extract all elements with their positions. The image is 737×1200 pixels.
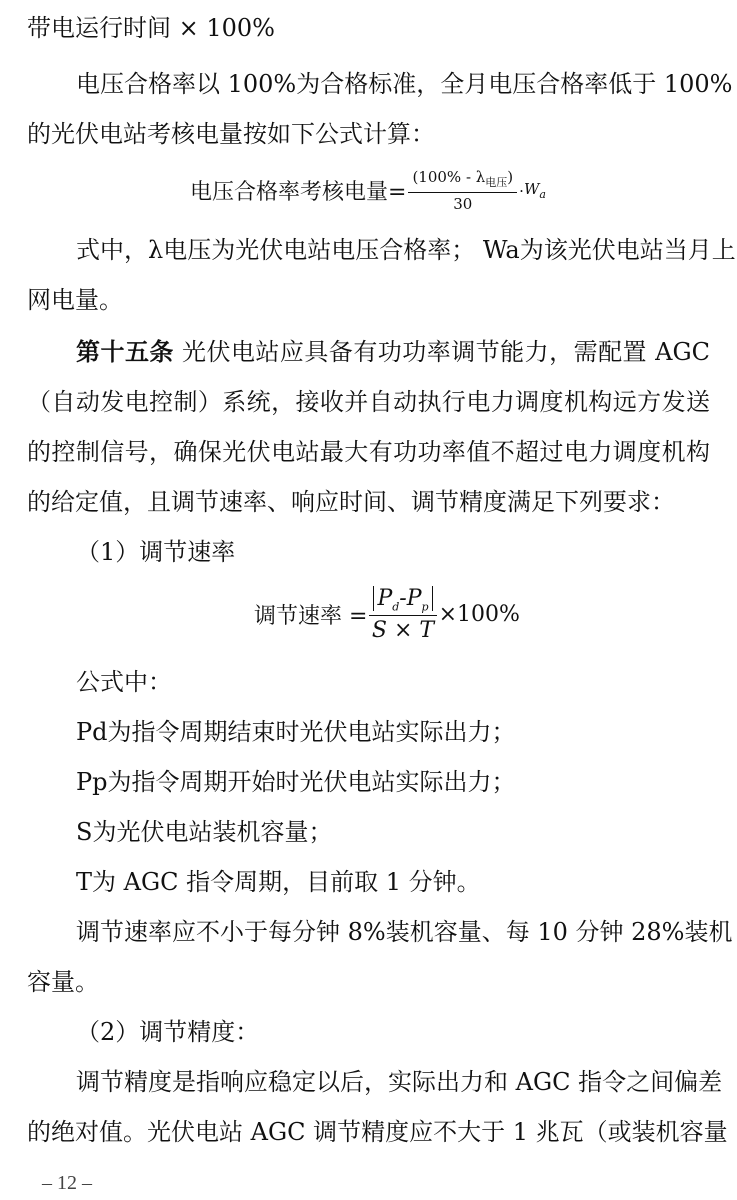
article-number: 第十五条 <box>76 337 174 366</box>
paragraph-line: 的给定值，且调节速率、响应时间、调节精度满足下列要求： <box>27 488 675 516</box>
article-heading-line <box>76 336 710 368</box>
paragraph-line: 公式中： <box>76 668 172 696</box>
paragraph-line: 式中，λ电压为光伏电站电压合格率； Wa为该光伏电站当月上 <box>76 236 736 264</box>
formula-lhs: 调节速率 = <box>254 604 368 630</box>
formula-lhs: 电压合格率考核电量= <box>190 180 407 205</box>
formula-w: $W_a$ <box>523 180 546 201</box>
formula-numerator: $(100\% - \lambda_{电压})$ <box>408 168 517 193</box>
paragraph-line: 网电量。 <box>27 286 123 314</box>
paragraph-line: Pp为指令周期开始时光伏电站实际出力； <box>76 768 516 796</box>
section-heading: （2）调节精度： <box>76 1018 260 1046</box>
formula-fraction <box>408 168 517 213</box>
paragraph-line: 的光伏电站考核电量按如下公式计算： <box>27 120 435 148</box>
paragraph-line: Pd为指令周期结束时光伏电站实际出力； <box>76 718 516 746</box>
article-text: 光伏电站应具备有功功率调节能力，需配置 AGC <box>173 338 711 366</box>
assessment-formula <box>190 168 546 213</box>
formula-rhs: ×100% <box>438 602 520 628</box>
paragraph-line: 电压合格率以 100%为合格标准，全月电压合格率低于 100% <box>76 70 733 98</box>
paragraph-line: 的绝对值。光伏电站 AGC 调节精度应不大于 1 兆瓦（或装机容量 <box>27 1118 728 1146</box>
formula-denominator: S × T <box>371 618 435 644</box>
paragraph-line: S为光伏电站装机容量； <box>76 818 333 846</box>
paragraph-line: 的控制信号，确保光伏电站最大有功功率值不超过电力调度机构 <box>27 438 710 466</box>
rate-formula <box>254 586 520 643</box>
paragraph-line: 调节精度是指响应稳定以后，实际出力和 AGC 指令之间偏差 <box>76 1068 723 1096</box>
formula-multiply: · <box>519 181 524 200</box>
formula-fraction <box>369 586 436 643</box>
paragraph-line: 调节速率应不小于每分钟 8%装机容量、每 10 分钟 28%装机 <box>76 918 733 946</box>
paragraph-line: T为 AGC 指令周期，目前取 1 分钟。 <box>76 868 481 896</box>
paragraph-line: （自动发电控制）系统，接收并自动执行电力调度机构远方发送 <box>27 388 710 416</box>
formula-denominator: 30 <box>453 195 473 213</box>
section-heading: （1）调节速率 <box>76 538 236 566</box>
paragraph-line: 容量。 <box>27 968 99 996</box>
paragraph-line: 带电运行时间 × 100% <box>27 14 275 42</box>
page-number: – 12 – <box>42 1172 92 1194</box>
formula-numerator: $P_d-P_p$ <box>369 586 436 616</box>
